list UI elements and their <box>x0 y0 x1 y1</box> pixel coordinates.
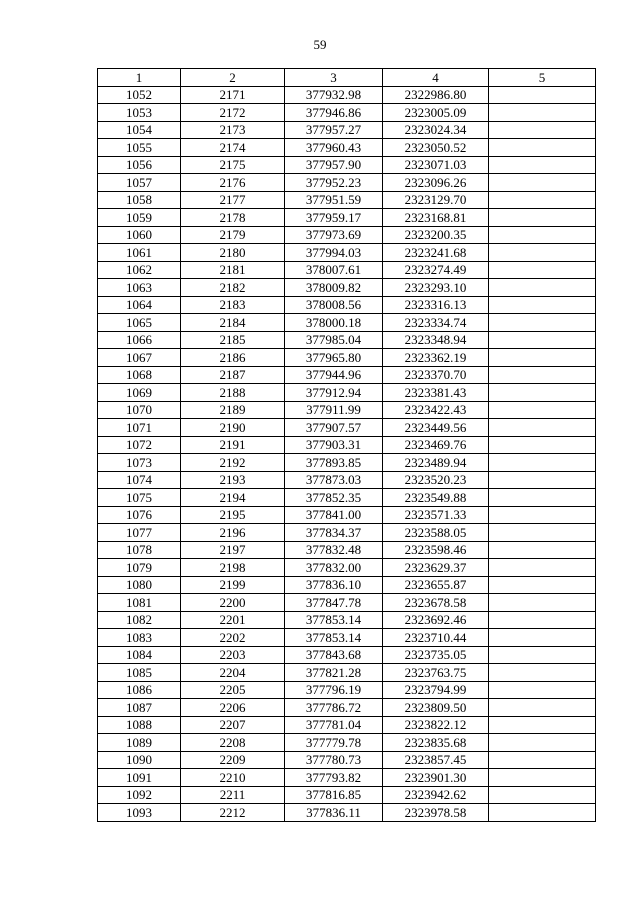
table-row <box>98 331 596 349</box>
table-cell-col-1: 1088 <box>98 716 181 734</box>
table-cell-col-1: 1062 <box>98 261 181 279</box>
table-cell-col-2: 2208 <box>181 734 285 752</box>
table-cell-col-5 <box>489 594 596 612</box>
table-cell-col-5 <box>489 541 596 559</box>
table-row <box>98 86 596 104</box>
table-cell-col-5 <box>489 156 596 174</box>
table-row <box>98 279 596 297</box>
table-row <box>98 191 596 209</box>
table-row <box>98 419 596 437</box>
table-cell-col-3: 378007.61 <box>285 261 383 279</box>
table-cell-col-4: 2323678.58 <box>383 594 489 612</box>
table-cell-col-3: 377960.43 <box>285 139 383 157</box>
table-cell-col-1: 1069 <box>98 384 181 402</box>
table-row <box>98 489 596 507</box>
table-row <box>98 734 596 752</box>
table-cell-col-3: 377821.28 <box>285 664 383 682</box>
table-cell-col-3: 377853.14 <box>285 629 383 647</box>
table-cell-col-3: 377912.94 <box>285 384 383 402</box>
table-cell-col-3: 377780.73 <box>285 751 383 769</box>
table-cell-col-2: 2192 <box>181 454 285 472</box>
table-cell-col-4: 2323422.43 <box>383 401 489 419</box>
table-cell-col-2: 2200 <box>181 594 285 612</box>
table-cell-col-3: 377843.68 <box>285 646 383 664</box>
table-row <box>98 156 596 174</box>
table-cell-col-4: 2323071.03 <box>383 156 489 174</box>
table-cell-col-2: 2171 <box>181 86 285 104</box>
table-row <box>98 314 596 332</box>
table-cell-col-5 <box>489 471 596 489</box>
table-cell-col-2: 2182 <box>181 279 285 297</box>
table-row <box>98 804 596 822</box>
table-cell-col-1: 1079 <box>98 559 181 577</box>
table-cell-col-4: 2323362.19 <box>383 349 489 367</box>
table-cell-col-5 <box>489 786 596 804</box>
table-cell-col-3: 377952.23 <box>285 174 383 192</box>
table-cell-col-4: 2323763.75 <box>383 664 489 682</box>
table-cell-col-4: 2323024.34 <box>383 121 489 139</box>
table-row <box>98 559 596 577</box>
table-cell-col-4: 2323469.76 <box>383 436 489 454</box>
table-row <box>98 594 596 612</box>
table-cell-col-2: 2202 <box>181 629 285 647</box>
table-row <box>98 436 596 454</box>
table-row <box>98 541 596 559</box>
table-cell-col-3: 378008.56 <box>285 296 383 314</box>
table-cell-col-2: 2186 <box>181 349 285 367</box>
table-cell-col-5 <box>489 191 596 209</box>
table-cell-col-2: 2196 <box>181 524 285 542</box>
table-cell-col-3: 377951.59 <box>285 191 383 209</box>
table-cell-col-3: 377832.48 <box>285 541 383 559</box>
table-cell-col-1: 1092 <box>98 786 181 804</box>
table-row <box>98 681 596 699</box>
table-row <box>98 471 596 489</box>
table-cell-col-2: 2212 <box>181 804 285 822</box>
table-cell-col-4: 2323096.26 <box>383 174 489 192</box>
table-cell-col-4: 2323822.12 <box>383 716 489 734</box>
table-cell-col-4: 2323655.87 <box>383 576 489 594</box>
table-cell-col-2: 2176 <box>181 174 285 192</box>
table-row <box>98 209 596 227</box>
table-cell-col-1: 1083 <box>98 629 181 647</box>
table-cell-col-4: 2323449.56 <box>383 419 489 437</box>
table-cell-col-3: 377893.85 <box>285 454 383 472</box>
table-cell-col-5 <box>489 716 596 734</box>
table-cell-col-3: 377957.90 <box>285 156 383 174</box>
table-cell-col-3: 377796.19 <box>285 681 383 699</box>
table-cell-col-1: 1057 <box>98 174 181 192</box>
table-row <box>98 454 596 472</box>
table-row <box>98 139 596 157</box>
table-cell-col-3: 377781.04 <box>285 716 383 734</box>
table-cell-col-5 <box>489 506 596 524</box>
table-cell-col-4: 2322986.80 <box>383 86 489 104</box>
table-cell-col-5 <box>489 296 596 314</box>
table-cell-col-5 <box>489 104 596 122</box>
table-cell-col-4: 2323629.37 <box>383 559 489 577</box>
table-cell-col-2: 2174 <box>181 139 285 157</box>
table-row <box>98 261 596 279</box>
table-cell-col-2: 2177 <box>181 191 285 209</box>
table-row <box>98 751 596 769</box>
table-cell-col-5 <box>489 646 596 664</box>
table-cell-col-1: 1080 <box>98 576 181 594</box>
table-cell-col-5 <box>489 331 596 349</box>
table-cell-col-1: 1056 <box>98 156 181 174</box>
table-cell-col-2: 2204 <box>181 664 285 682</box>
table-cell-col-5 <box>489 366 596 384</box>
table-cell-col-2: 2188 <box>181 384 285 402</box>
table-cell-col-1: 1078 <box>98 541 181 559</box>
table-cell-col-5 <box>489 174 596 192</box>
table-cell-col-4: 2323293.10 <box>383 279 489 297</box>
table-cell-col-2: 2172 <box>181 104 285 122</box>
table-cell-col-3: 377873.03 <box>285 471 383 489</box>
table-cell-col-4: 2323794.99 <box>383 681 489 699</box>
table-cell-col-1: 1085 <box>98 664 181 682</box>
header-col-5: 5 <box>489 69 596 87</box>
table-cell-col-4: 2323735.05 <box>383 646 489 664</box>
table-body <box>98 86 596 821</box>
table-cell-col-3: 377959.17 <box>285 209 383 227</box>
table-cell-col-5 <box>489 576 596 594</box>
table-cell-col-5 <box>489 86 596 104</box>
table-row <box>98 524 596 542</box>
table-cell-col-1: 1077 <box>98 524 181 542</box>
table-cell-col-2: 2201 <box>181 611 285 629</box>
table-cell-col-1: 1061 <box>98 244 181 262</box>
table-cell-col-1: 1071 <box>98 419 181 437</box>
table-row <box>98 384 596 402</box>
table-cell-col-3: 377834.37 <box>285 524 383 542</box>
table-cell-col-4: 2323942.62 <box>383 786 489 804</box>
table-cell-col-4: 2323274.49 <box>383 261 489 279</box>
table-cell-col-3: 377793.82 <box>285 769 383 787</box>
table-cell-col-3: 377907.57 <box>285 419 383 437</box>
table-cell-col-5 <box>489 244 596 262</box>
table-cell-col-2: 2183 <box>181 296 285 314</box>
table-cell-col-3: 377965.80 <box>285 349 383 367</box>
table-row <box>98 646 596 664</box>
table-cell-col-4: 2323129.70 <box>383 191 489 209</box>
table-cell-col-4: 2323692.46 <box>383 611 489 629</box>
table-row <box>98 576 596 594</box>
table-cell-col-1: 1053 <box>98 104 181 122</box>
table-cell-col-3: 377994.03 <box>285 244 383 262</box>
table-cell-col-2: 2190 <box>181 419 285 437</box>
table-cell-col-2: 2184 <box>181 314 285 332</box>
table-cell-col-4: 2323200.35 <box>383 226 489 244</box>
header-col-4: 4 <box>383 69 489 87</box>
table-cell-col-1: 1086 <box>98 681 181 699</box>
table-cell-col-4: 2323835.68 <box>383 734 489 752</box>
table-cell-col-3: 377841.00 <box>285 506 383 524</box>
table-cell-col-2: 2175 <box>181 156 285 174</box>
table-cell-col-4: 2323241.68 <box>383 244 489 262</box>
table-cell-col-2: 2181 <box>181 261 285 279</box>
table-cell-col-1: 1066 <box>98 331 181 349</box>
table-cell-col-1: 1067 <box>98 349 181 367</box>
table-cell-col-1: 1090 <box>98 751 181 769</box>
table-cell-col-2: 2189 <box>181 401 285 419</box>
table-cell-col-2: 2178 <box>181 209 285 227</box>
table-cell-col-1: 1081 <box>98 594 181 612</box>
table-cell-col-1: 1093 <box>98 804 181 822</box>
table-cell-col-3: 377816.85 <box>285 786 383 804</box>
header-col-2: 2 <box>181 69 285 87</box>
table-cell-col-3: 378009.82 <box>285 279 383 297</box>
header-row <box>98 69 596 87</box>
table-cell-col-5 <box>489 279 596 297</box>
table-cell-col-3: 377985.04 <box>285 331 383 349</box>
table-cell-col-4: 2323901.30 <box>383 769 489 787</box>
table-row <box>98 786 596 804</box>
table-cell-col-5 <box>489 699 596 717</box>
table-cell-col-3: 377836.10 <box>285 576 383 594</box>
table-cell-col-4: 2323978.58 <box>383 804 489 822</box>
table-cell-col-2: 2197 <box>181 541 285 559</box>
table-cell-col-1: 1060 <box>98 226 181 244</box>
table-cell-col-4: 2323809.50 <box>383 699 489 717</box>
table-cell-col-4: 2323050.52 <box>383 139 489 157</box>
table-cell-col-2: 2198 <box>181 559 285 577</box>
table-cell-col-5 <box>489 629 596 647</box>
table-cell-col-3: 377944.96 <box>285 366 383 384</box>
table-cell-col-3: 378000.18 <box>285 314 383 332</box>
table-cell-col-5 <box>489 751 596 769</box>
table-cell-col-5 <box>489 384 596 402</box>
table-cell-col-2: 2199 <box>181 576 285 594</box>
table-cell-col-1: 1075 <box>98 489 181 507</box>
table-cell-col-2: 2211 <box>181 786 285 804</box>
table-cell-col-4: 2323370.70 <box>383 366 489 384</box>
table-row <box>98 716 596 734</box>
table-row <box>98 629 596 647</box>
table-cell-col-5 <box>489 524 596 542</box>
table-cell-col-5 <box>489 139 596 157</box>
header-col-3: 3 <box>285 69 383 87</box>
table-cell-col-4: 2323710.44 <box>383 629 489 647</box>
table-cell-col-1: 1089 <box>98 734 181 752</box>
table-cell-col-3: 377786.72 <box>285 699 383 717</box>
table-cell-col-3: 377832.00 <box>285 559 383 577</box>
table-cell-col-3: 377973.69 <box>285 226 383 244</box>
table-row <box>98 401 596 419</box>
table-cell-col-1: 1063 <box>98 279 181 297</box>
table-cell-col-2: 2210 <box>181 769 285 787</box>
table-cell-col-5 <box>489 436 596 454</box>
table-row <box>98 611 596 629</box>
table-cell-col-1: 1087 <box>98 699 181 717</box>
table-row <box>98 296 596 314</box>
table-cell-col-5 <box>489 209 596 227</box>
table-cell-col-1: 1055 <box>98 139 181 157</box>
table-cell-col-2: 2205 <box>181 681 285 699</box>
table-cell-col-1: 1065 <box>98 314 181 332</box>
table-cell-col-5 <box>489 454 596 472</box>
table-cell-col-4: 2323334.74 <box>383 314 489 332</box>
table-cell-col-3: 377836.11 <box>285 804 383 822</box>
table-cell-col-1: 1052 <box>98 86 181 104</box>
table-cell-col-5 <box>489 804 596 822</box>
table-cell-col-4: 2323348.94 <box>383 331 489 349</box>
table-cell-col-2: 2179 <box>181 226 285 244</box>
table-cell-col-2: 2207 <box>181 716 285 734</box>
table-cell-col-5 <box>489 734 596 752</box>
table-cell-col-2: 2195 <box>181 506 285 524</box>
table-cell-col-4: 2323520.23 <box>383 471 489 489</box>
table-cell-col-5 <box>489 489 596 507</box>
table-cell-col-1: 1072 <box>98 436 181 454</box>
table-cell-col-2: 2193 <box>181 471 285 489</box>
table-cell-col-2: 2209 <box>181 751 285 769</box>
table-row <box>98 174 596 192</box>
table-cell-col-1: 1082 <box>98 611 181 629</box>
table-cell-col-4: 2323598.46 <box>383 541 489 559</box>
table-cell-col-3: 377847.78 <box>285 594 383 612</box>
table-cell-col-4: 2323588.05 <box>383 524 489 542</box>
table-cell-col-2: 2206 <box>181 699 285 717</box>
table-cell-col-1: 1068 <box>98 366 181 384</box>
table-cell-col-4: 2323168.81 <box>383 209 489 227</box>
table-cell-col-5 <box>489 681 596 699</box>
table-row <box>98 366 596 384</box>
table-cell-col-4: 2323857.45 <box>383 751 489 769</box>
table-cell-col-1: 1059 <box>98 209 181 227</box>
table-row <box>98 104 596 122</box>
table-cell-col-3: 377779.78 <box>285 734 383 752</box>
table-cell-col-4: 2323316.13 <box>383 296 489 314</box>
table-cell-col-4: 2323381.43 <box>383 384 489 402</box>
table-cell-col-1: 1073 <box>98 454 181 472</box>
table-cell-col-3: 377911.99 <box>285 401 383 419</box>
table-cell-col-1: 1084 <box>98 646 181 664</box>
table-cell-col-5 <box>489 121 596 139</box>
table-cell-col-4: 2323005.09 <box>383 104 489 122</box>
table-cell-col-1: 1058 <box>98 191 181 209</box>
coordinates-table <box>97 68 596 822</box>
table-cell-col-1: 1076 <box>98 506 181 524</box>
table-cell-col-5 <box>489 611 596 629</box>
table-cell-col-5 <box>489 559 596 577</box>
table-cell-col-5 <box>489 401 596 419</box>
table-cell-col-2: 2180 <box>181 244 285 262</box>
table-cell-col-5 <box>489 314 596 332</box>
table-cell-col-4: 2323571.33 <box>383 506 489 524</box>
table-cell-col-1: 1074 <box>98 471 181 489</box>
table-cell-col-2: 2203 <box>181 646 285 664</box>
table-cell-col-1: 1070 <box>98 401 181 419</box>
page-number: 59 <box>313 37 327 52</box>
table-cell-col-5 <box>489 419 596 437</box>
table-cell-col-4: 2323549.88 <box>383 489 489 507</box>
table-cell-col-1: 1064 <box>98 296 181 314</box>
table-cell-col-2: 2173 <box>181 121 285 139</box>
header-col-1: 1 <box>98 69 181 87</box>
table-cell-col-2: 2191 <box>181 436 285 454</box>
table-row <box>98 244 596 262</box>
table-cell-col-1: 1091 <box>98 769 181 787</box>
table-cell-col-3: 377903.31 <box>285 436 383 454</box>
table-cell-col-3: 377957.27 <box>285 121 383 139</box>
table-cell-col-1: 1054 <box>98 121 181 139</box>
table-cell-col-5 <box>489 349 596 367</box>
table-cell-col-2: 2187 <box>181 366 285 384</box>
table-cell-col-5 <box>489 664 596 682</box>
table-cell-col-5 <box>489 261 596 279</box>
table-row <box>98 349 596 367</box>
table-cell-col-5 <box>489 226 596 244</box>
table-cell-col-3: 377853.14 <box>285 611 383 629</box>
table-cell-col-3: 377946.86 <box>285 104 383 122</box>
table-header <box>98 69 596 87</box>
table-cell-col-2: 2194 <box>181 489 285 507</box>
table-row <box>98 226 596 244</box>
table-cell-col-4: 2323489.94 <box>383 454 489 472</box>
table-row <box>98 506 596 524</box>
table-cell-col-2: 2185 <box>181 331 285 349</box>
table-cell-col-3: 377932.98 <box>285 86 383 104</box>
table-row <box>98 121 596 139</box>
table-row <box>98 769 596 787</box>
table-row <box>98 699 596 717</box>
table-cell-col-3: 377852.35 <box>285 489 383 507</box>
table-cell-col-5 <box>489 769 596 787</box>
table-row <box>98 664 596 682</box>
